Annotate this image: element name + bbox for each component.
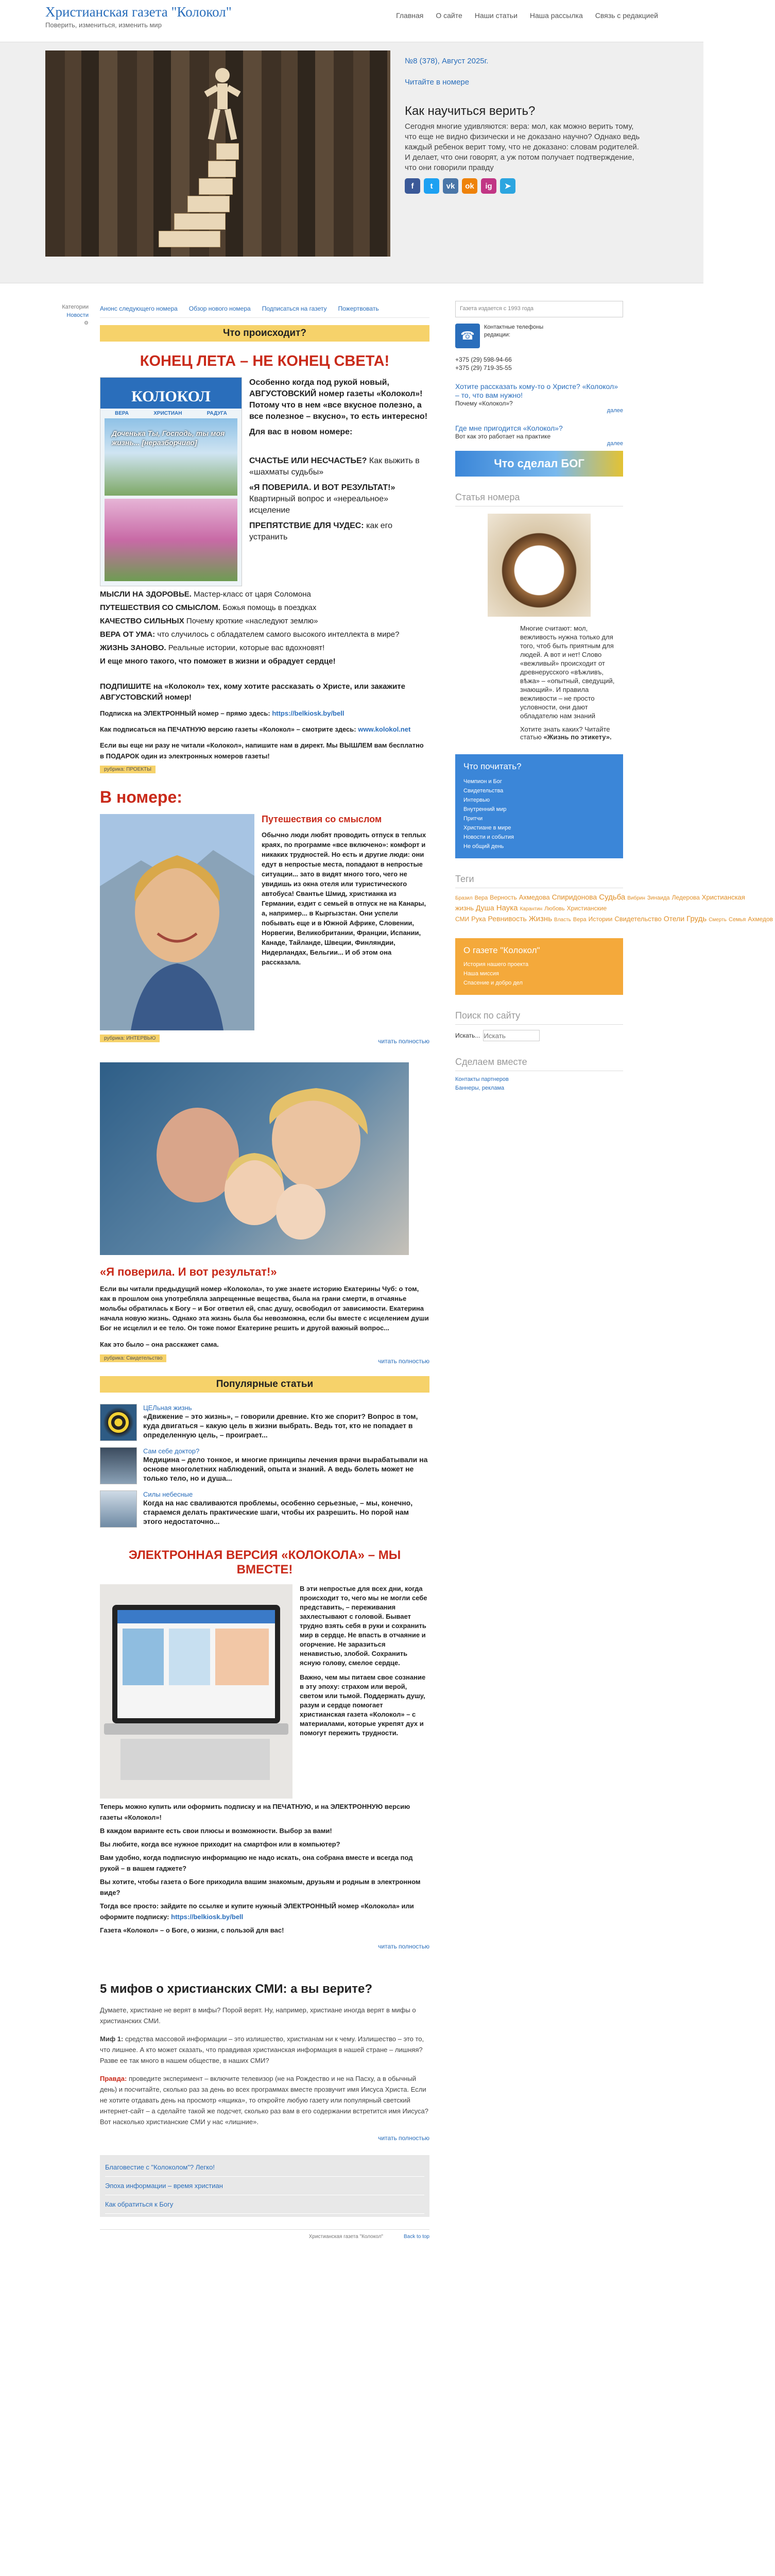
back-to-top-link[interactable]: Back to top	[403, 2234, 429, 2240]
electronic-paragraph: Вы любите, когда все нужное приходит на смартфон или в компьютер?	[100, 1840, 340, 1848]
popular-item-body	[143, 1447, 429, 1484]
issue-item: КАЧЕСТВО СИЛЬНЫХ Почему кроткие «наследуют землю»	[100, 617, 318, 625]
about-box	[455, 938, 623, 995]
wooden-figure-icon	[203, 66, 242, 143]
subnav-review[interactable]: Обзор нового номера	[188, 305, 251, 312]
what-to-read-item[interactable]: Христиане в мире	[463, 825, 511, 831]
more-link[interactable]: далее	[607, 440, 623, 447]
article-footer	[100, 1030, 429, 1045]
tag-link[interactable]: Грудь	[686, 914, 707, 923]
newspaper-section: РАДУГА	[206, 411, 227, 416]
issue-intro	[249, 377, 429, 586]
electronic-paragraph: Теперь можно купить или оформить подписку и на ПЕЧАТНУЮ, и на ЭЛЕКТРОННУЮ версию газеты «Колокол»!	[100, 1803, 410, 1821]
phone-number[interactable]: +375 (29) 598-94-66	[455, 356, 512, 363]
issue-item: МЫСЛИ НА ЗДОРОВЬЕ. Мастер-класс от царя Соломона	[100, 590, 311, 599]
tag-link[interactable]: Вибрин	[627, 895, 645, 901]
tag-link[interactable]: Вера	[573, 917, 587, 923]
feature-text: Многие считают: мол, вежливость нужна только для того, чтоб быть приятным для людей. А вот и нет! Слово «вежливый» происходит от древнерусского «вѣжливъ, вѣжа» – «опытный, сведущий, знающий». И правила вежливости – не просто условности, они дают обладателю нам знаний	[520, 624, 615, 720]
main-content	[100, 301, 429, 2240]
tag-link[interactable]: Зинаида	[647, 895, 670, 901]
ad-banner[interactable]: Что сделал БОГ	[455, 451, 623, 477]
hero-section	[0, 42, 703, 283]
phone-icon: ☎	[455, 324, 480, 348]
issue-number[interactable]: №8 (378), Август 2025г.	[405, 57, 489, 65]
tag-link[interactable]: Свидетельство	[614, 915, 662, 923]
feature-cta: Хотите знать каких? Читайте статью «Жизнь по этикету».	[520, 725, 612, 741]
what-to-read-item[interactable]: Не общий день	[463, 843, 504, 850]
what-to-read-item[interactable]: Притчи	[463, 816, 483, 822]
what-to-read-item[interactable]: Интервью	[463, 797, 490, 803]
site-subtitle: Поверить, измениться, изменить мир	[45, 21, 162, 29]
article-footer	[100, 1350, 429, 1365]
tag-link[interactable]: Карантин	[520, 906, 543, 912]
hero-image[interactable]	[45, 50, 390, 257]
belkiosk-link[interactable]: https://belkiosk.by/bell	[272, 709, 345, 717]
whats-happening-banner: Что происходит?	[100, 325, 429, 342]
article-excerpt: Обычно люди любят проводить отпуск в теплых краях, по программе «все включено»: комфорт и никаких трудностей. Но есть и другие люди: они едут в непростые места, попадают в непростые ситуации... зато в видят много того, чего не увидишь из окна отеля или туристического автобуса! Свантье Шмид, христианка из Германии, ездит с семьей в отпуск не на Канары, а, например... в Кыргызстан. Они успели побывать еще и в Южной Африке, Словении, Норвегии, Великобритании, Франции, Испании, Канаде, Тайланде, Швеции, Финляндии, Нидерландах, Бельгии... И об этом она рассказала.	[262, 831, 426, 966]
more-link[interactable]: далее	[607, 408, 623, 414]
twitter-icon[interactable]: t	[424, 178, 439, 194]
article-title[interactable]: «Я поверила. И вот результат!»	[100, 1265, 277, 1278]
what-to-read-item[interactable]: Внутренний мир	[463, 806, 507, 812]
issue-item: СЧАСТЬЕ ИЛИ НЕСЧАСТЬЕ? Как выжить в «шахматы судьбы»	[249, 456, 420, 477]
tag-link[interactable]: Семья	[729, 917, 746, 923]
where-useful-sub: Вот как это работает на практике	[455, 433, 551, 440]
vk-icon[interactable]: vk	[443, 178, 458, 194]
tag-link[interactable]: Христианские СМИ	[455, 905, 607, 923]
tag-link[interactable]: Любовь	[544, 906, 565, 912]
popular-item-text: «Движение – это жизнь», – говорили древние. Кто же спорит? Вопрос в том, куда двигаться – какую цель в жизни выбрать. Ведь тот, кто не попадает в определенную цель, – проиграет...	[143, 1412, 418, 1439]
article-photo-family[interactable]	[100, 1062, 409, 1255]
nav-newsletter[interactable]: Наша рассылка	[529, 11, 583, 20]
article-travel-body	[262, 814, 429, 1030]
myth-paragraph: Миф 1: средства массовой информации – это излишество, христианам ни к чему. Излишество – это то, что лишнее. А кто может сказать, что правдивая христианская информация в нашей стране – лишняя? Разве ее так много в нашем обществе, в наших СМИ?	[100, 2035, 424, 2064]
site-footer	[100, 2229, 429, 2240]
hero-title[interactable]: Как научиться верить?	[405, 104, 536, 118]
popular-item	[100, 1404, 429, 1441]
myths-intro: Думаете, христиане не верят в мифы? Порой верят. Ну, например, христиане иногда верят в мифы о христианских СМИ.	[100, 2006, 416, 2025]
issue-item: ПУТЕШЕСТВИЯ СО СМЫСЛОМ. Божья помощь в поездках	[100, 603, 317, 612]
left-column	[45, 301, 93, 2240]
phone-list	[455, 355, 623, 372]
tag-link[interactable]: Ревнивость	[488, 914, 527, 923]
site-header	[0, 0, 703, 42]
issue-headline[interactable]: КОНЕЦ ЛЕТА – НЕ КОНЕЦ СВЕТА!	[140, 353, 390, 369]
subscribe-electronic: Подписка на ЭЛЕКТРОННЫЙ номер – прямо здесь: https://belkiosk.by/bell	[100, 709, 345, 717]
laptop-image[interactable]	[100, 1584, 292, 1799]
instagram-icon[interactable]: ig	[481, 178, 496, 194]
issue-item: ВЕРА ОТ УМА: что случилось с обладателем самого высокого интеллекта в мире?	[100, 630, 400, 639]
related-link[interactable]: Как обратиться к Богу	[105, 2195, 424, 2214]
main-nav	[396, 11, 658, 20]
related-links	[100, 2155, 429, 2217]
why-kolokol-link[interactable]: Хотите рассказать кому-то о Христе? «Колокол» – то, что вам нужно!	[455, 382, 618, 399]
electronic-paragraph: Вам удобно, когда подписную информацию не надо искать, она собрана вместе и всегда под рукой – в вашем гаджете?	[100, 1854, 413, 1872]
tag-link[interactable]: Судьба	[599, 893, 626, 902]
article-title[interactable]: Путешествия со смыслом	[262, 814, 382, 824]
popular-item-text: Медицина – дело тонкое, и многие принципы лечения врачи вырабатывали на основе многолетних наблюдений, опыта и знаний. А ведь болеть может не только тело, но и душа...	[143, 1455, 428, 1482]
tag-link[interactable]: Наука	[496, 904, 518, 912]
target-thumb-icon[interactable]	[100, 1404, 137, 1441]
social-links	[405, 178, 642, 194]
issue-item: ПРЕПЯТСТВИЕ ДЛЯ ЧУДЕС: как его устранить	[249, 521, 393, 541]
tag-link[interactable]: Истории	[588, 916, 613, 923]
tag-link[interactable]: Ледерова	[671, 894, 700, 901]
tag-link[interactable]: Верность	[490, 894, 517, 901]
truth-paragraph: Правда: проведите эксперимент – включите телевизор (не на Рождество и не на Пасху, а в обычный день) и посчитайте, сколько раз за день во всех программах вместе прозвучит имя Иисуса Христа. Если не хотите отдавать день на просмотр «ящика», то откройте любую газету или популярный светский интернет-сайт – а сделайте такой же подсчет, сколько раз вам в его содержании встретится имя Иисуса? Вот насколько христианские СМИ у нас «лишние».	[100, 2075, 428, 2126]
subscribe-print: Как подписаться на ПЕЧАТНУЮ версию газеты «Колокол» – смотрите здесь: www.kolokol.net	[100, 725, 411, 733]
category-tag[interactable]: рубрика: ПРОЕКТЫ	[100, 766, 156, 773]
search-input[interactable]	[483, 1030, 540, 1041]
read-more-link[interactable]: читать полностью	[378, 1038, 429, 1045]
issue-item: ЖИЗНЬ ЗАНОВО. Реальные истории, которые вас вдохновят!	[100, 643, 325, 652]
myths-title[interactable]: 5 мифов о христианских СМИ: а вы верите?	[100, 1982, 373, 1996]
tag-link[interactable]: Спиридонова	[552, 893, 597, 901]
subnav-next-issue[interactable]: Анонс следующего номера	[100, 305, 178, 312]
search-form	[455, 1030, 623, 1041]
about-item[interactable]: Спасение и добро дел	[463, 980, 523, 986]
article-travel	[100, 814, 429, 1030]
tag-link[interactable]: Бразил	[455, 895, 473, 901]
category-news[interactable]: Новости	[66, 312, 89, 318]
nav-home[interactable]: Главная	[396, 11, 424, 20]
tag-link[interactable]: Ахмедова	[519, 893, 550, 901]
read-more-link[interactable]: читать полностью	[378, 1943, 429, 1950]
contacts-block	[455, 324, 623, 348]
contacts-label: Контактные телефоны редакции:	[484, 324, 544, 338]
electronic-paragraph: Вы хотите, чтобы газета о Боге приходила вашим знакомым, друзьям и родным в электронном виде?	[100, 1878, 421, 1896]
popular-item-text: Когда на нас сваливаются проблемы, особенно серьезные, – мы, конечно, стараемся делать практические шаги, чтобы их разрешить. Но порой нам этого недостаточно...	[143, 1499, 413, 1526]
doctor-thumb-icon[interactable]	[100, 1447, 137, 1484]
tags-title: Теги	[455, 874, 623, 888]
footer-copyright: Христианская газета "Колокол"	[308, 2234, 383, 2240]
popular-item-body	[143, 1490, 429, 1528]
issue-list-continued	[100, 589, 429, 773]
hero-text: Сегодня многие удивляются: вера: мол, как можно верить тому, что еще не видно физически и не доказано научно? Однако ведь каждый ребенок верит тому, что не доказано: словам родителей. И делает, что они говорят, а уж потом получает подтверждение, что они говорили правду	[405, 122, 640, 172]
read-more-link[interactable]: читать полностью	[378, 1358, 429, 1365]
tag-link[interactable]: Душа	[475, 904, 494, 912]
issue-intro-text: Особенно когда под рукой новый, АВГУСТОВСКИЙ номер газеты «Колокол»! Потому что в нем «все вкусное полезно, а все полезное – вкусно», то есть интересно!	[249, 378, 428, 421]
together-link[interactable]: Контакты партнеров	[455, 1076, 509, 1082]
tag-cloud	[455, 892, 773, 925]
popular-item	[100, 1447, 429, 1484]
feature-image[interactable]	[488, 514, 591, 617]
widget-title: Статья номера	[455, 492, 623, 506]
tag-link[interactable]: Отели	[663, 914, 685, 923]
together-link[interactable]: Баннеры, реклама	[455, 1085, 505, 1091]
what-to-read-title: Что почитать?	[463, 761, 522, 771]
facebook-icon[interactable]: f	[405, 178, 420, 194]
right-sidebar	[455, 301, 773, 2240]
tag-link[interactable]: Христианская жизнь	[455, 893, 745, 912]
subnav-donate[interactable]: Пожертвовать	[338, 305, 379, 312]
article-photo-woman[interactable]	[100, 814, 254, 1030]
tag-link[interactable]: Жизнь	[528, 914, 553, 923]
what-to-read-item[interactable]: Свидетельства	[463, 788, 504, 794]
where-useful-link[interactable]: Где мне пригодится «Колокол»?	[455, 424, 563, 432]
since-1993-box: Газета издается с 1993 года	[455, 301, 623, 317]
nav-articles[interactable]: Наши статьи	[474, 11, 518, 20]
popular-item-link[interactable]: Сам себе доктор?	[143, 1447, 200, 1455]
popular-item-body	[143, 1404, 429, 1441]
article-after: Как это было – она расскажет сама.	[100, 1341, 219, 1348]
what-to-read-box	[455, 754, 623, 858]
electronic-intro	[300, 1584, 429, 1799]
newspaper-section: ВЕРА	[115, 411, 129, 416]
read-in-issue-link[interactable]: Читайте в номере	[405, 78, 470, 87]
nav-about[interactable]: О сайте	[436, 11, 462, 20]
sub-navigation	[100, 301, 429, 318]
newspaper-section: ХРИСТИАН	[153, 411, 182, 416]
issue-more-line: И еще много такого, что поможет в жизни и обрадует сердце!	[100, 657, 336, 666]
feature-link[interactable]: «Жизнь по этикету».	[543, 733, 612, 741]
category-tag[interactable]: рубрика: ИНТЕРВЬЮ	[100, 1035, 160, 1042]
gear-icon[interactable]: ⚙	[84, 320, 89, 326]
phone-number[interactable]: +375 (29) 719-35-55	[455, 364, 512, 371]
odnoklassniki-icon[interactable]: ok	[462, 178, 477, 194]
subnav-subscribe[interactable]: Подписаться на газету	[262, 305, 327, 312]
nav-contact[interactable]: Связь с редакцией	[595, 11, 658, 20]
category-tag[interactable]: рубрика: Свидетельство	[100, 1354, 166, 1362]
tag-link[interactable]: Вера	[474, 895, 488, 901]
hero-side	[405, 50, 642, 257]
what-to-read-item[interactable]: Новости и события	[463, 834, 514, 840]
why-kolokol-sub: Почему «Колокол»?	[455, 400, 513, 407]
electronic-paragraph: В эти непростые для всех дни, когда происходит то, чего мы не могли себе представить, – переживания захлестывают с головой. Бывает трудно взять себя в руки и сохранить мир в сердце. Не впасть в отчаяние и огорчение. Не заразиться ненавистью, злобой. Сохранить ясную голову, смелое сердце.	[300, 1585, 427, 1667]
telegram-icon[interactable]: ➤	[500, 178, 515, 194]
categories-label: Категории	[62, 304, 89, 310]
electronic-block	[100, 1584, 429, 1799]
issue-block	[100, 377, 429, 586]
article-excerpt: Если вы читали предыдущий номер «Колокола», то уже знаете историю Екатерины Чуб: о том, как в прошлом она употребляла запрещенные вещества, была на грани смерти, в отчаянье мольбы обратилась к Богу – и Бог ответил ей, спас душу, освободил от зависимости. Екатерина начала новую жизнь. Однако эта жизнь была бы невозможна, если бы вместе с исцелением души Бог не исцелил и ее тело. Он тоже помог Екатерине решить и другой важный вопрос...	[100, 1285, 429, 1332]
issue-item: «Я ПОВЕРИЛА. И ВОТ РЕЗУЛЬТАТ!» Квартирный вопрос и «нереальное» исцеление	[249, 483, 395, 515]
search-label: Искать...	[455, 1031, 480, 1039]
newspaper-quote: Доченька Ты, Господь, ты моя жизнь... [неразборчиво]	[112, 429, 225, 447]
in-issue-title: В номере:	[100, 788, 182, 806]
about-item[interactable]: История нашего проекта	[463, 961, 529, 968]
subscribe-call: ПОДПИШИТЕ на «Колокол» тех, кому хотите рассказать о Христе, или закажите АВГУСТОВСКИЙ номер!	[100, 682, 405, 702]
read-more-link[interactable]: читать полностью	[378, 2134, 429, 2142]
search-title: Поиск по сайту	[455, 1010, 623, 1025]
popular-item	[100, 1490, 429, 1528]
popular-list	[100, 1404, 429, 1528]
kolokol-link[interactable]: www.kolokol.net	[358, 725, 411, 733]
electronic-paragraph: Важно, чем мы питаем свое сознание в эту эпоху: страхом или верой, светом или тьмой. Поддержать душу, разум и сердце помогает христианская газета «Колокол» – с материалами, которые укрепят дух и помогут пережить трудности.	[300, 1673, 426, 1737]
newspaper-masthead: КОЛОКОЛ	[100, 378, 242, 409]
popular-banner: Популярные статьи	[100, 1376, 429, 1393]
tag-link[interactable]: Власть	[554, 917, 571, 923]
together-title: Сделаем вместе	[455, 1057, 623, 1071]
issue-for-you: Для вас в новом номере:	[249, 428, 353, 436]
site-title[interactable]: Христианская газета "Колокол"	[45, 4, 232, 20]
electronic-paragraph: В каждом варианте есть свои плюсы и возможности. Выбор за вами!	[100, 1827, 332, 1835]
popular-item-link[interactable]: Силы небесные	[143, 1490, 193, 1498]
tag-link[interactable]: Смерть	[709, 917, 727, 923]
what-to-read-item[interactable]: Чемпион и Бог	[463, 778, 502, 785]
electronic-paragraph: Тогда все просто: зайдите по ссылке и купите нужный ЭЛЕКТРОННЫЙ номер «Колокола» или оформите подписку: https://belkiosk.by/bell	[100, 1902, 414, 1921]
about-item[interactable]: Наша миссия	[463, 971, 499, 977]
electronic-version-title[interactable]: ЭЛЕКТРОННАЯ ВЕРСИЯ «КОЛОКОЛА» – МЫ ВМЕСТЕ!	[128, 1548, 401, 1577]
together-links	[455, 1075, 623, 1093]
newspaper-cover-image[interactable]	[100, 377, 242, 586]
electronic-text	[100, 1801, 429, 1950]
sky-thumb-icon[interactable]	[100, 1490, 137, 1528]
popular-item-link[interactable]: ЦЕЛьная жизнь	[143, 1404, 192, 1412]
gift-offer: Если вы еще ни разу не читали «Колокол», напишите нам в директ. Мы ВЫШЛЕМ вам бесплатно в ПОДАРОК один из электронных номеров газеты!	[100, 741, 424, 760]
belkiosk-link[interactable]: https://belkiosk.by/bell	[171, 1913, 244, 1921]
tag-link[interactable]: Рука	[471, 915, 486, 923]
site-branding	[45, 4, 232, 29]
tag-link[interactable]: Ахмедов	[748, 916, 773, 923]
electronic-paragraph: Газета «Колокол» – о Боге, о жизни, с пользой для вас!	[100, 1926, 284, 1934]
feature-text-block	[455, 624, 623, 720]
related-link[interactable]: Благовестие с "Колоколом"? Легко!	[105, 2158, 424, 2177]
about-title: О газете "Колокол"	[463, 945, 540, 955]
related-link[interactable]: Эпоха информации – время христиан	[105, 2177, 424, 2195]
